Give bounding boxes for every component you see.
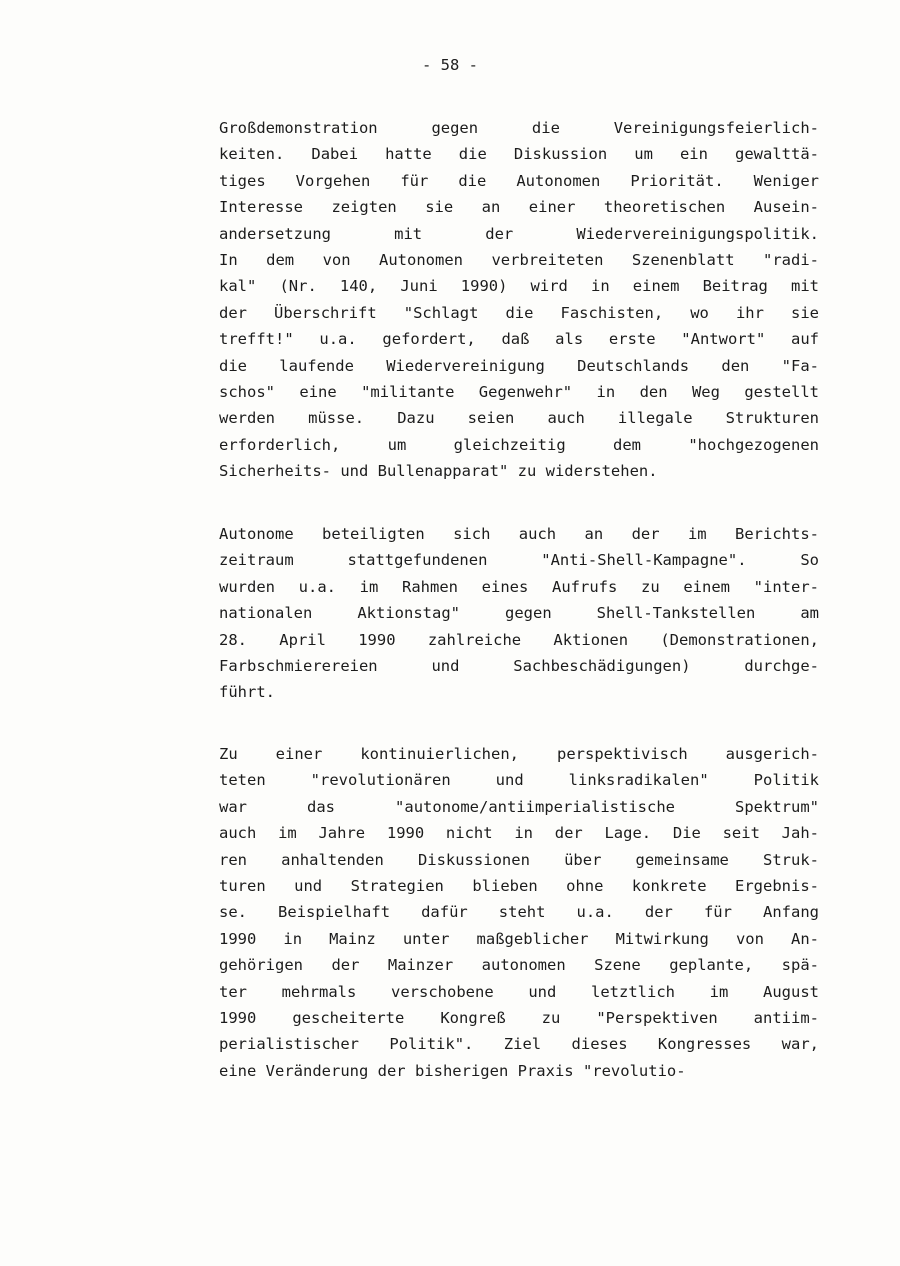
text-line: gehörigen der Mainzer autonomen Szene geplante, spä- bbox=[219, 956, 819, 975]
text-line: der Überschrift "Schlagt die Faschisten, wo ihr sie bbox=[219, 303, 819, 322]
text-line: nationalen Aktionstag" gegen Shell-Tankstellen am bbox=[219, 604, 819, 623]
text-line: Großdemonstration gegen die Vereinigungsfeierlich- bbox=[219, 119, 819, 137]
text-line: 1990 gescheiterte Kongreß zu "Perspektiven antiim- bbox=[219, 1008, 819, 1027]
text-line: ter mehrmals verschobene und letztlich im August bbox=[219, 982, 819, 1001]
text-line: andersetzung mit der Wiedervereinigungspolitik. bbox=[219, 224, 819, 243]
text-line: Sicherheits- und Bullenapparat" zu widerstehen. bbox=[219, 462, 658, 481]
text-line: turen und Strategien blieben ohne konkrete Ergebnis- bbox=[219, 876, 819, 895]
text-line: Interesse zeigten sie an einer theoretischen Ausein- bbox=[219, 198, 819, 217]
text-line: Farbschmierereien und Sachbeschädigungen) durchge- bbox=[219, 656, 819, 675]
text-line: zeitraum stattgefundenen "Anti-Shell-Kampagne". So bbox=[219, 551, 819, 570]
text-line: schos" eine "militante Gegenwehr" in den Weg gestellt bbox=[219, 382, 819, 401]
text-line: erforderlich, um gleichzeitig dem "hochgezogenen bbox=[219, 435, 819, 454]
page-number: - 58 - bbox=[422, 56, 478, 74]
paragraph-2 bbox=[219, 521, 819, 706]
text-line: wurden u.a. im Rahmen eines Aufrufs zu einem "inter- bbox=[219, 577, 819, 596]
text-line: tiges Vorgehen für die Autonomen Priorität. Weniger bbox=[219, 171, 819, 190]
paragraph-3 bbox=[219, 741, 819, 1084]
text-line: auch im Jahre 1990 nicht in der Lage. Die seit Jah- bbox=[219, 824, 819, 843]
text-line: trefft!" u.a. gefordert, daß als erste "Antwort" auf bbox=[219, 330, 819, 349]
text-line: Autonome beteiligten sich auch an der im Berichts- bbox=[219, 525, 819, 543]
text-line: führt. bbox=[219, 683, 275, 702]
text-line: keiten. Dabei hatte die Diskussion um ein gewalttä- bbox=[219, 145, 819, 164]
text-line: kal" (Nr. 140, Juni 1990) wird in einem Beitrag mit bbox=[219, 277, 819, 296]
text-line: war das "autonome/antiimperialistische Spektrum" bbox=[219, 797, 819, 816]
text-line: se. Beispielhaft dafür steht u.a. der für Anfang bbox=[219, 903, 819, 922]
text-line: perialistischer Politik". Ziel dieses Kongresses war, bbox=[219, 1035, 819, 1054]
text-line: werden müsse. Dazu seien auch illegale Strukturen bbox=[219, 409, 819, 428]
text-line: eine Veränderung der bisherigen Praxis "revolutio- bbox=[219, 1061, 686, 1080]
text-line: In dem von Autonomen verbreiteten Szenenblatt "radi- bbox=[219, 250, 819, 269]
text-line: ren anhaltenden Diskussionen über gemeinsame Struk- bbox=[219, 850, 819, 869]
text-line: teten "revolutionären und linksradikalen" Politik bbox=[219, 771, 819, 790]
text-line: die laufende Wiedervereinigung Deutschlands den "Fa- bbox=[219, 356, 819, 375]
text-line: Zu einer kontinuierlichen, perspektivisch ausgerich- bbox=[219, 745, 819, 763]
text-line: 1990 in Mainz unter maßgeblicher Mitwirkung von An- bbox=[219, 929, 819, 948]
paragraph-1 bbox=[219, 115, 819, 484]
text-line: 28. April 1990 zahlreiche Aktionen (Demonstrationen, bbox=[219, 630, 819, 649]
